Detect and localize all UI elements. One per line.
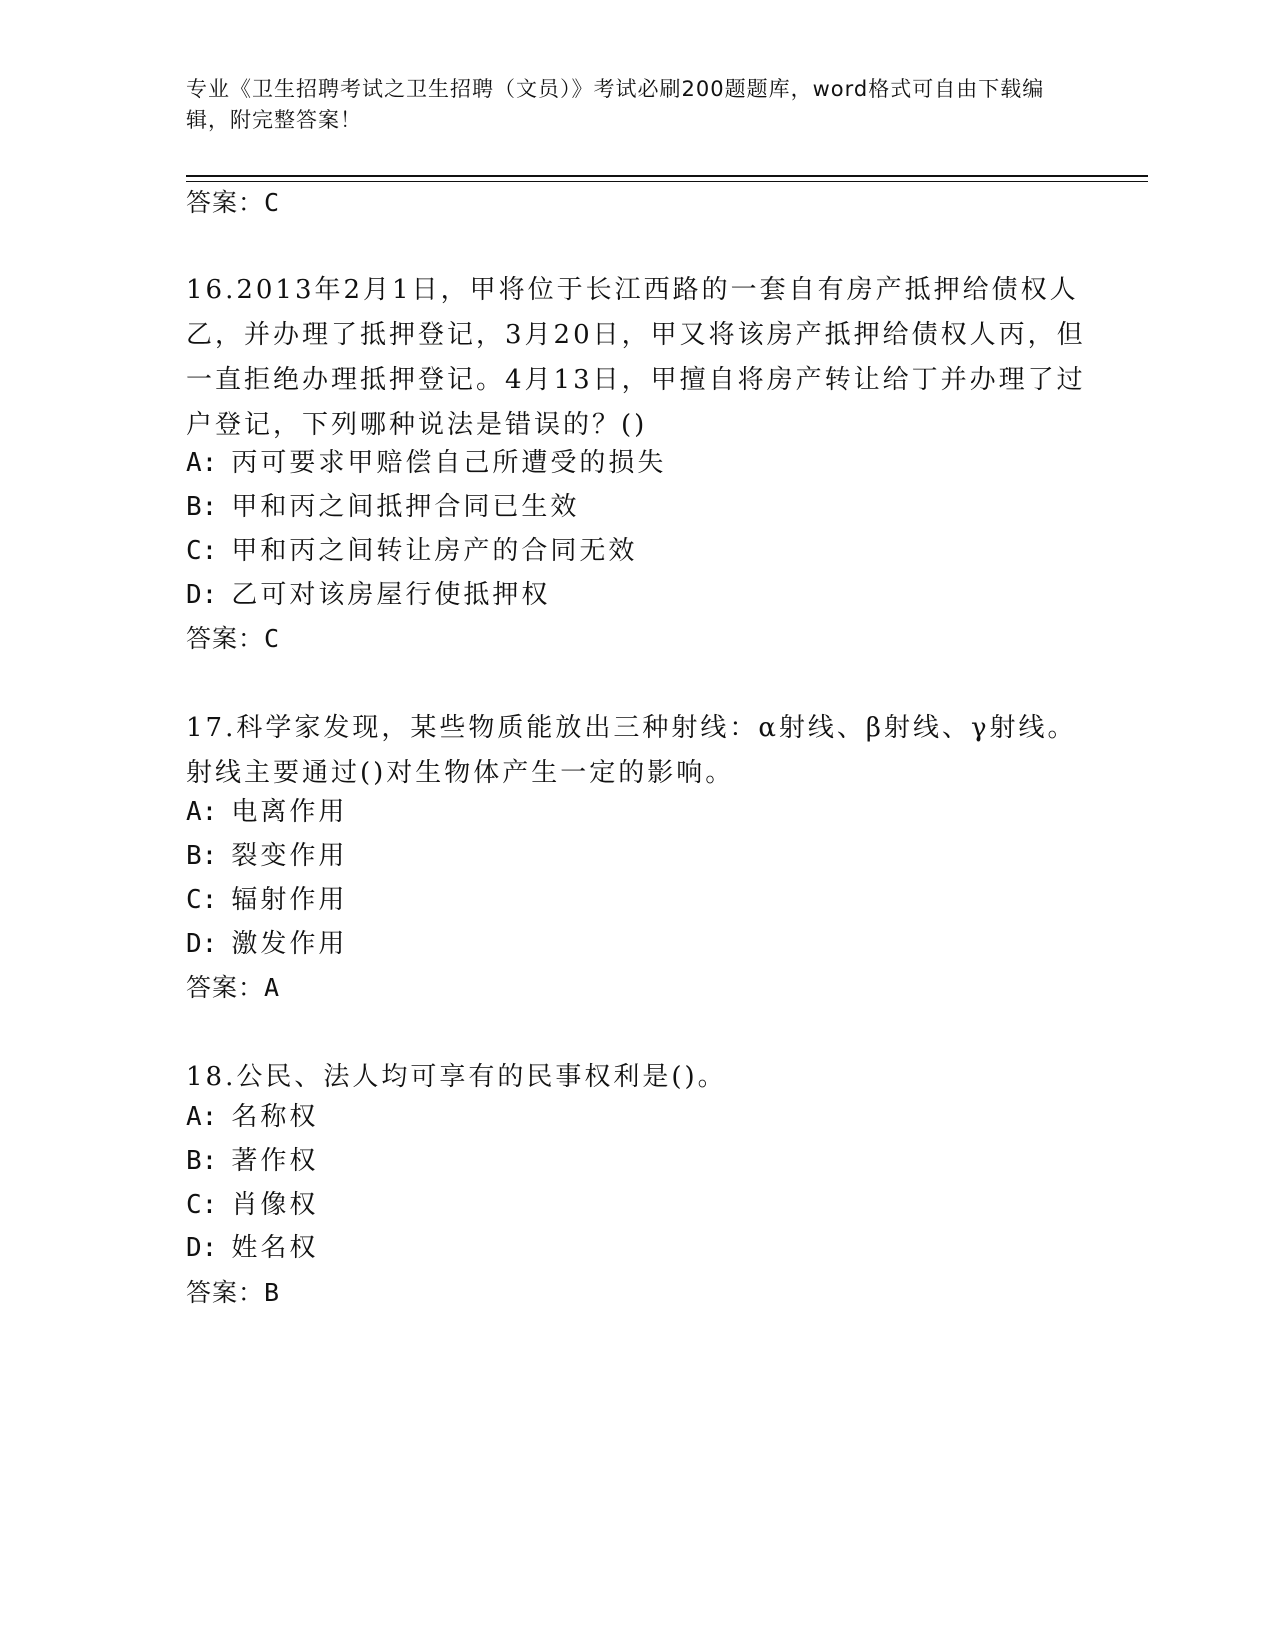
answer-label: 答案： (186, 188, 265, 217)
header-divider-thick (186, 175, 1148, 177)
option-text: 甲和丙之间转让房产的合同无效 (231, 536, 638, 566)
option-label: B: (186, 492, 218, 522)
option-text: 乙可对该房屋行使抵押权 (231, 580, 551, 610)
question-16-answer (186, 622, 280, 656)
option-label: C: (186, 1190, 218, 1220)
option-text: 肖像权 (231, 1190, 319, 1220)
option-label: D: (186, 929, 218, 959)
question-16-text: 16.2013年2月1日，甲将位于长江西路的一套自有房产抵押给债权人乙，并办理了抵押登记，3月20日，甲又将该房产抵押给债权人丙，但一直拒绝办理抵押登记。4月13日，甲擅自将房产转让给丁并办理了过户登记，下列哪种说法是错误的？() (186, 275, 1086, 440)
question-16-option-a (186, 443, 666, 483)
question-17-option-d (186, 924, 347, 964)
question-18-answer (186, 1276, 280, 1310)
option-label: A: (186, 448, 218, 478)
option-label: B: (186, 841, 218, 871)
answer-value: C (264, 188, 281, 217)
answer-value: A (264, 973, 281, 1002)
option-text: 名称权 (231, 1102, 319, 1132)
option-label: B: (186, 1146, 218, 1176)
answer-label: 答案： (186, 1278, 265, 1307)
question-17-answer (186, 971, 280, 1005)
option-text: 裂变作用 (231, 841, 348, 871)
answer-label: 答案： (186, 973, 265, 1002)
answer-value: B (264, 1278, 281, 1307)
question-17-text: 17.科学家发现，某些物质能放出三种射线：α射线、β射线、γ射线。射线主要通过()对生物体产生一定的影响。 (186, 713, 1077, 788)
question-18-option-c (186, 1185, 318, 1225)
page-header: 专业《卫生招聘考试之卫生招聘（文员）》考试必刷200题题库，word格式可自由下载编辑，附完整答案！ (186, 77, 1045, 132)
answer-value: C (264, 624, 281, 653)
option-text: 电离作用 (231, 797, 348, 827)
header-divider-thin (186, 181, 1148, 182)
option-label: D: (186, 1233, 218, 1263)
option-text: 辐射作用 (231, 885, 348, 915)
option-label: A: (186, 797, 218, 827)
option-label: C: (186, 536, 218, 566)
question-18-option-b (186, 1141, 318, 1181)
answer-line (186, 186, 280, 220)
option-text: 激发作用 (231, 929, 348, 959)
answer-label: 答案： (186, 624, 265, 653)
option-label: C: (186, 885, 218, 915)
question-18-option-a (186, 1097, 318, 1137)
option-text: 著作权 (231, 1146, 319, 1176)
option-text: 甲和丙之间抵押合同已生效 (231, 492, 580, 522)
question-18-text: 18.公民、法人均可享有的民事权利是()。 (186, 1062, 727, 1092)
option-label: A: (186, 1102, 218, 1132)
question-17-option-c (186, 880, 347, 920)
question-16-option-b (186, 487, 579, 527)
question-16-option-c (186, 531, 637, 571)
question-17-option-a (186, 792, 347, 832)
option-text: 丙可要求甲赔偿自己所遭受的损失 (231, 448, 667, 478)
question-17-option-b (186, 836, 347, 876)
option-label: D: (186, 580, 218, 610)
question-18-option-d (186, 1228, 318, 1268)
option-text: 姓名权 (231, 1233, 319, 1263)
question-16-option-d (186, 575, 550, 615)
